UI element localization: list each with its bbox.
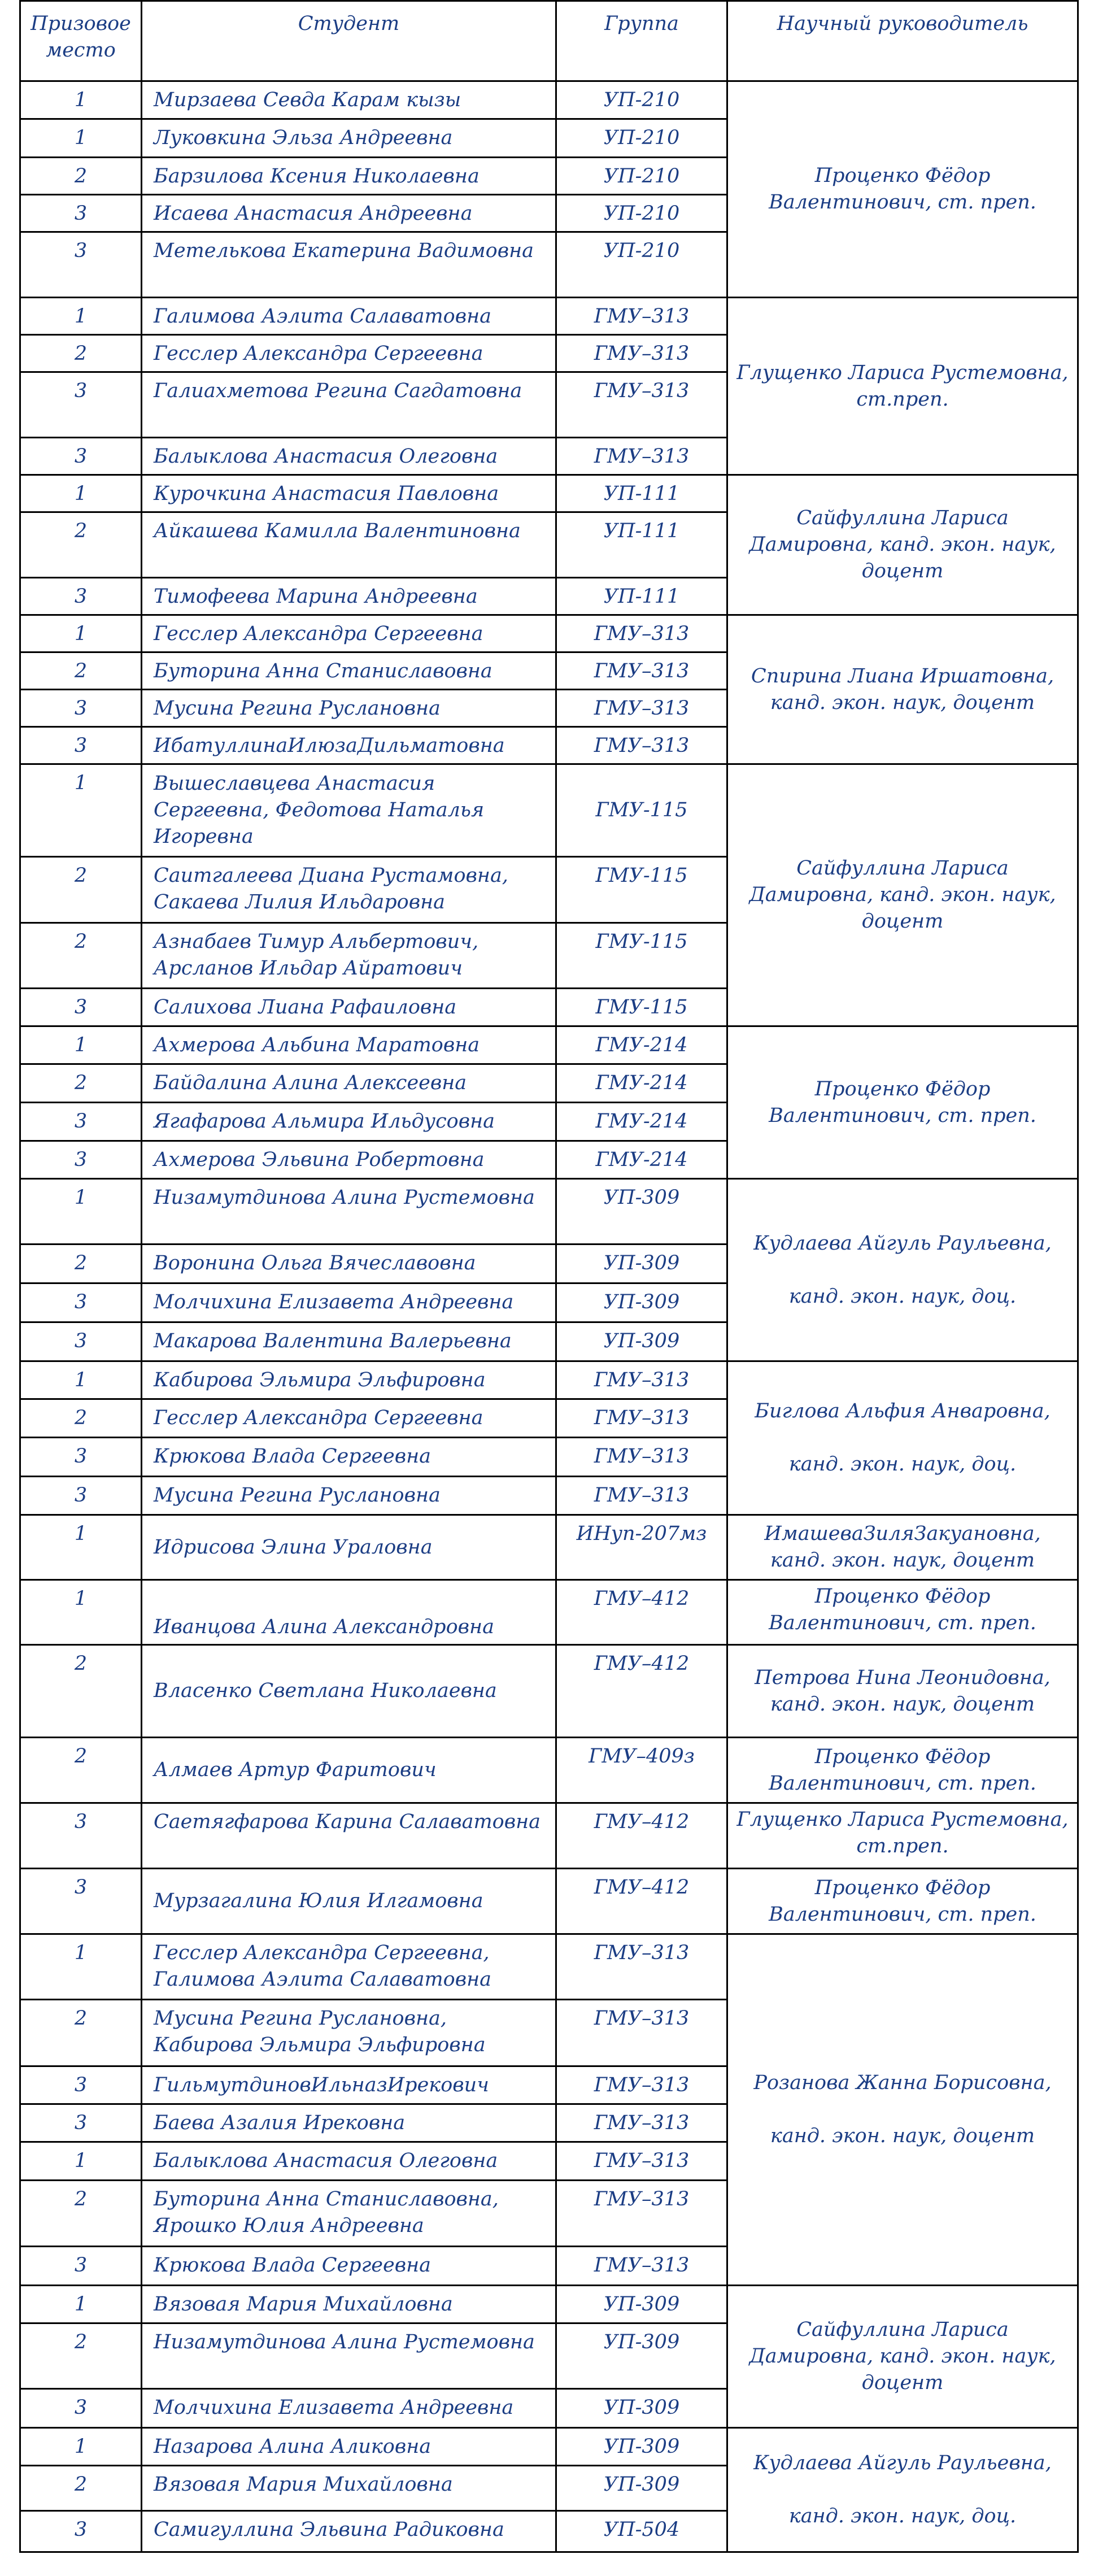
supervisor-title: канд. экон. наук, доцент: [770, 2125, 1035, 2147]
place-cell: 3: [20, 2104, 142, 2142]
student-cell: Мирзаева Севда Карам кызы: [142, 81, 556, 119]
group-cell: УП-309: [556, 1283, 727, 1322]
table-row: [20, 1580, 1078, 1645]
supervisor-cell: Проценко Фёдор Валентинович, ст. преп.: [727, 1026, 1078, 1179]
place-cell: 3: [20, 2066, 142, 2104]
place-cell: 2: [20, 2466, 142, 2511]
header-supervisor: Научный руководитель: [727, 1, 1078, 81]
group-cell: ГМУ–313: [556, 1399, 727, 1438]
student-cell: Алмаев Артур Фаритович: [142, 1738, 556, 1803]
place-cell: 1: [20, 1515, 142, 1580]
student-cell: Гесслер Александра Сергеевна: [142, 335, 556, 372]
supervisor-cell: Сайфуллина Лариса Дамировна, канд. экон. наук, доцент: [727, 764, 1078, 1026]
table-row: [20, 1361, 1078, 1399]
group-cell: УП-309: [556, 2389, 727, 2428]
group-cell: ГМУ-214: [556, 1064, 727, 1103]
place-cell: 2: [20, 2323, 142, 2389]
student-cell: Молчихина Елизавета Андреевна: [142, 2389, 556, 2428]
student-cell: Иванцова Алина Александровна: [142, 1580, 556, 1645]
place-cell: 2: [20, 512, 142, 578]
results-sheet: [19, 0, 1079, 2553]
student-cell: Саетягфарова Карина Салаватовна: [142, 1803, 556, 1869]
student-cell: Айкашева Камилла Валентиновна: [142, 512, 556, 578]
group-cell: УП-309: [556, 2286, 727, 2323]
table-row: [20, 615, 1078, 652]
place-cell: 1: [20, 1361, 142, 1399]
student-cell: Байдалина Алина Алексеевна: [142, 1064, 556, 1103]
group-cell: ГМУ–313: [556, 2181, 727, 2247]
table-row: [20, 2428, 1078, 2466]
group-cell: УП-309: [556, 2428, 727, 2466]
supervisor-cell: [727, 1934, 1078, 2286]
student-cell: Мусина Регина Руслановна: [142, 690, 556, 727]
table-row: [20, 1026, 1078, 1064]
table-row: [20, 1645, 1078, 1738]
group-cell: ГМУ–313: [556, 2000, 727, 2066]
student-cell: Молчихина Елизавета Андреевна: [142, 1283, 556, 1322]
group-cell: ГМУ-115: [556, 857, 727, 923]
supervisor-cell: [727, 1179, 1078, 1361]
group-cell: ГМУ–412: [556, 1803, 727, 1869]
place-cell: 3: [20, 690, 142, 727]
group-cell: УП-309: [556, 1245, 727, 1283]
group-cell: УП-111: [556, 512, 727, 578]
supervisor-cell: [727, 1361, 1078, 1515]
student-cell: Исаева Анастасия Андреевна: [142, 195, 556, 232]
place-cell: 3: [20, 1141, 142, 1179]
table-row: [20, 298, 1078, 335]
group-cell: ГМУ–313: [556, 438, 727, 475]
place-cell: 1: [20, 615, 142, 652]
student-cell: Вязовая Мария Михайловна: [142, 2466, 556, 2511]
student-cell: Мурзагалина Юлия Илгамовна: [142, 1869, 556, 1934]
group-cell: ГМУ–313: [556, 1438, 727, 1477]
student-cell: Ягафарова Альмира Ильдусовна: [142, 1103, 556, 1141]
student-cell: Ахмерова Альбина Маратовна: [142, 1026, 556, 1064]
group-cell: ГМУ–313: [556, 1361, 727, 1399]
supervisor-cell: Сайфуллина Лариса Дамировна, канд. экон. наук, доцент: [727, 2286, 1078, 2428]
group-cell: ГМУ-115: [556, 764, 727, 857]
student-cell: Идрисова Элина Ураловна: [142, 1515, 556, 1580]
place-cell: 1: [20, 475, 142, 512]
supervisor-title: канд. экон. наук, доц.: [788, 1285, 1017, 1308]
group-cell: ГМУ–412: [556, 1645, 727, 1738]
supervisor-cell: Спирина Лиана Иршатовна, канд. экон. наук, доцент: [727, 615, 1078, 764]
group-cell: УП-210: [556, 81, 727, 119]
place-cell: 1: [20, 1026, 142, 1064]
student-cell: ГильмутдиновИльназИрекович: [142, 2066, 556, 2104]
group-cell: УП-309: [556, 2323, 727, 2389]
header-group: Группа: [556, 1, 727, 81]
student-cell: Галиахметова Регина Сагдатовна: [142, 372, 556, 438]
place-cell: 2: [20, 1399, 142, 1438]
place-cell: 1: [20, 1179, 142, 1245]
student-cell: Саитгалеева Диана Рустамовна, Сакаева Лилия Ильдаровна: [142, 857, 556, 923]
place-cell: 3: [20, 578, 142, 615]
group-cell: ГМУ–412: [556, 1869, 727, 1934]
student-cell: Галимова Аэлита Салаватовна: [142, 298, 556, 335]
group-cell: ИНуп-207мз: [556, 1515, 727, 1580]
supervisor-cell: Глущенко Лариса Рустемовна, ст.преп.: [727, 298, 1078, 475]
place-cell: 2: [20, 2181, 142, 2247]
place-cell: 2: [20, 1645, 142, 1738]
group-cell: ГМУ-214: [556, 1103, 727, 1141]
student-cell: Вязовая Мария Михайловна: [142, 2286, 556, 2323]
student-cell: Кабирова Эльмира Эльфировна: [142, 1361, 556, 1399]
student-cell: Буторина Анна Станиславовна, Ярошко Юлия Андреевна: [142, 2181, 556, 2247]
place-cell: 3: [20, 1103, 142, 1141]
table-row: [20, 1179, 1078, 1245]
table-row: [20, 1738, 1078, 1803]
group-cell: ГМУ–313: [556, 335, 727, 372]
header-place: Призовое место: [20, 1, 142, 81]
place-cell: 1: [20, 1580, 142, 1645]
supervisor-title: канд. экон. наук, доц.: [788, 1453, 1017, 1476]
group-cell: ГМУ-115: [556, 923, 727, 989]
group-cell: ГМУ–313: [556, 1934, 727, 2000]
group-cell: ГМУ–313: [556, 372, 727, 438]
student-cell: Воронина Ольга Вячеславовна: [142, 1245, 556, 1283]
place-cell: 2: [20, 158, 142, 195]
supervisor-cell: Проценко Фёдор Валентинович, ст. преп.: [727, 1738, 1078, 1803]
place-cell: 3: [20, 989, 142, 1026]
place-cell: 1: [20, 2286, 142, 2323]
group-cell: ГМУ-214: [556, 1026, 727, 1064]
group-cell: УП-210: [556, 158, 727, 195]
student-cell: Буторина Анна Станиславовна: [142, 652, 556, 690]
student-cell: Мусина Регина Руслановна: [142, 1477, 556, 1515]
place-cell: 3: [20, 2389, 142, 2428]
table-row: [20, 1934, 1078, 2000]
student-cell: Баева Азалия Ирековна: [142, 2104, 556, 2142]
student-cell: Гесслер Александра Сергеевна, Галимова Аэлита Салаватовна: [142, 1934, 556, 2000]
place-cell: 3: [20, 195, 142, 232]
place-cell: 3: [20, 2247, 142, 2286]
student-cell: Балыклова Анастасия Олеговна: [142, 438, 556, 475]
group-cell: ГМУ–313: [556, 2142, 727, 2181]
supervisor-title: канд. экон. наук, доц.: [788, 2505, 1017, 2527]
place-cell: 3: [20, 1322, 142, 1361]
supervisor-cell: Проценко Фёдор Валентинович, ст. преп.: [727, 1869, 1078, 1934]
place-cell: 1: [20, 81, 142, 119]
student-cell: Ахмерова Эльвина Робертовна: [142, 1141, 556, 1179]
supervisor-cell: Проценко Фёдор Валентинович, ст. преп.: [727, 1580, 1078, 1645]
group-cell: ГМУ–409з: [556, 1738, 727, 1803]
student-cell: Вышеславцева Анастасия Сергеевна, Федотова Наталья Игоревна: [142, 764, 556, 857]
place-cell: 1: [20, 2142, 142, 2181]
place-cell: 2: [20, 335, 142, 372]
group-cell: ГМУ–313: [556, 690, 727, 727]
student-cell: Барзилова Ксения Николаевна: [142, 158, 556, 195]
group-cell: УП-309: [556, 1322, 727, 1361]
table-row: [20, 1803, 1078, 1869]
group-cell: УП-210: [556, 232, 727, 298]
place-cell: 2: [20, 1245, 142, 1283]
supervisor-name: Кудлаева Айгуль Раульевна,: [753, 2452, 1052, 2474]
student-cell: Гесслер Александра Сергеевна: [142, 615, 556, 652]
header-row: [20, 1, 1078, 81]
place-cell: 2: [20, 2000, 142, 2066]
student-cell: Макарова Валентина Валерьевна: [142, 1322, 556, 1361]
supervisor-cell: Глущенко Лариса Рустемовна, ст.преп.: [727, 1803, 1078, 1869]
supervisor-name: Биглова Альфия Анваровна,: [755, 1400, 1051, 1422]
group-cell: УП-210: [556, 195, 727, 232]
student-cell: Власенко Светлана Николаевна: [142, 1645, 556, 1738]
group-cell: ГМУ–313: [556, 298, 727, 335]
group-cell: ГМУ–412: [556, 1580, 727, 1645]
place-cell: 1: [20, 298, 142, 335]
student-cell: Низамутдинова Алина Рустемовна: [142, 1179, 556, 1245]
student-cell: Тимофеева Марина Андреевна: [142, 578, 556, 615]
student-cell: Гесслер Александра Сергеевна: [142, 1399, 556, 1438]
place-cell: 3: [20, 1803, 142, 1869]
table-row: [20, 81, 1078, 119]
student-cell: Крюкова Влада Сергеевна: [142, 2247, 556, 2286]
place-cell: 1: [20, 764, 142, 857]
place-cell: 3: [20, 1283, 142, 1322]
group-cell: ГМУ–313: [556, 2104, 727, 2142]
student-cell: Курочкина Анастасия Павловна: [142, 475, 556, 512]
place-cell: 3: [20, 232, 142, 298]
place-cell: 3: [20, 438, 142, 475]
group-cell: ГМУ–313: [556, 2066, 727, 2104]
place-cell: 2: [20, 923, 142, 989]
student-cell: Луковкина Эльза Андреевна: [142, 119, 556, 158]
group-cell: УП-210: [556, 119, 727, 158]
place-cell: 3: [20, 1438, 142, 1477]
group-cell: ГМУ–313: [556, 615, 727, 652]
supervisor-cell: ИмашеваЗиляЗакуановна, канд. экон. наук, доцент: [727, 1515, 1078, 1580]
student-cell: Назарова Алина Аликовна: [142, 2428, 556, 2466]
table-row: [20, 475, 1078, 512]
group-cell: УП-111: [556, 475, 727, 512]
place-cell: 2: [20, 857, 142, 923]
student-cell: Метелькова Екатерина Вадимовна: [142, 232, 556, 298]
place-cell: 1: [20, 1934, 142, 2000]
table-row: [20, 1869, 1078, 1934]
place-cell: 3: [20, 727, 142, 764]
supervisor-cell: Проценко Фёдор Валентинович, ст. преп.: [727, 81, 1078, 298]
group-cell: ГМУ-115: [556, 989, 727, 1026]
group-cell: УП-504: [556, 2511, 727, 2552]
student-cell: ИбатуллинаИлюзаДильматовна: [142, 727, 556, 764]
student-cell: Низамутдинова Алина Рустемовна: [142, 2323, 556, 2389]
table-row: [20, 2286, 1078, 2323]
header-student: Студент: [142, 1, 556, 81]
supervisor-cell: [727, 2428, 1078, 2552]
student-cell: Крюкова Влада Сергеевна: [142, 1438, 556, 1477]
group-cell: ГМУ–313: [556, 652, 727, 690]
place-cell: 3: [20, 372, 142, 438]
student-cell: Салихова Лиана Рафаиловна: [142, 989, 556, 1026]
place-cell: 3: [20, 1869, 142, 1934]
results-table: [19, 0, 1079, 2553]
student-cell: Балыклова Анастасия Олеговна: [142, 2142, 556, 2181]
place-cell: 2: [20, 652, 142, 690]
supervisor-cell: Сайфуллина Лариса Дамировна, канд. экон. наук, доцент: [727, 475, 1078, 615]
place-cell: 1: [20, 2428, 142, 2466]
student-cell: Мусина Регина Руслановна, Кабирова Эльмира Эльфировна: [142, 2000, 556, 2066]
group-cell: ГМУ–313: [556, 2247, 727, 2286]
place-cell: 3: [20, 2511, 142, 2552]
table-row: [20, 1515, 1078, 1580]
supervisor-name: Кудлаева Айгуль Раульевна,: [753, 1232, 1052, 1255]
group-cell: ГМУ-214: [556, 1141, 727, 1179]
student-cell: Азнабаев Тимур Альбертович, Арсланов Ильдар Айратович: [142, 923, 556, 989]
group-cell: УП-111: [556, 578, 727, 615]
group-cell: ГМУ–313: [556, 727, 727, 764]
student-cell: Самигуллина Эльвина Радиковна: [142, 2511, 556, 2552]
group-cell: УП-309: [556, 1179, 727, 1245]
supervisor-cell: Петрова Нина Леонидовна, канд. экон. наук, доцент: [727, 1645, 1078, 1738]
group-cell: УП-309: [556, 2466, 727, 2511]
group-cell: ГМУ–313: [556, 1477, 727, 1515]
place-cell: 1: [20, 119, 142, 158]
place-cell: 2: [20, 1738, 142, 1803]
place-cell: 3: [20, 1477, 142, 1515]
place-cell: 2: [20, 1064, 142, 1103]
table-row: [20, 764, 1078, 857]
supervisor-name: Розанова Жанна Борисовна,: [753, 2072, 1052, 2094]
